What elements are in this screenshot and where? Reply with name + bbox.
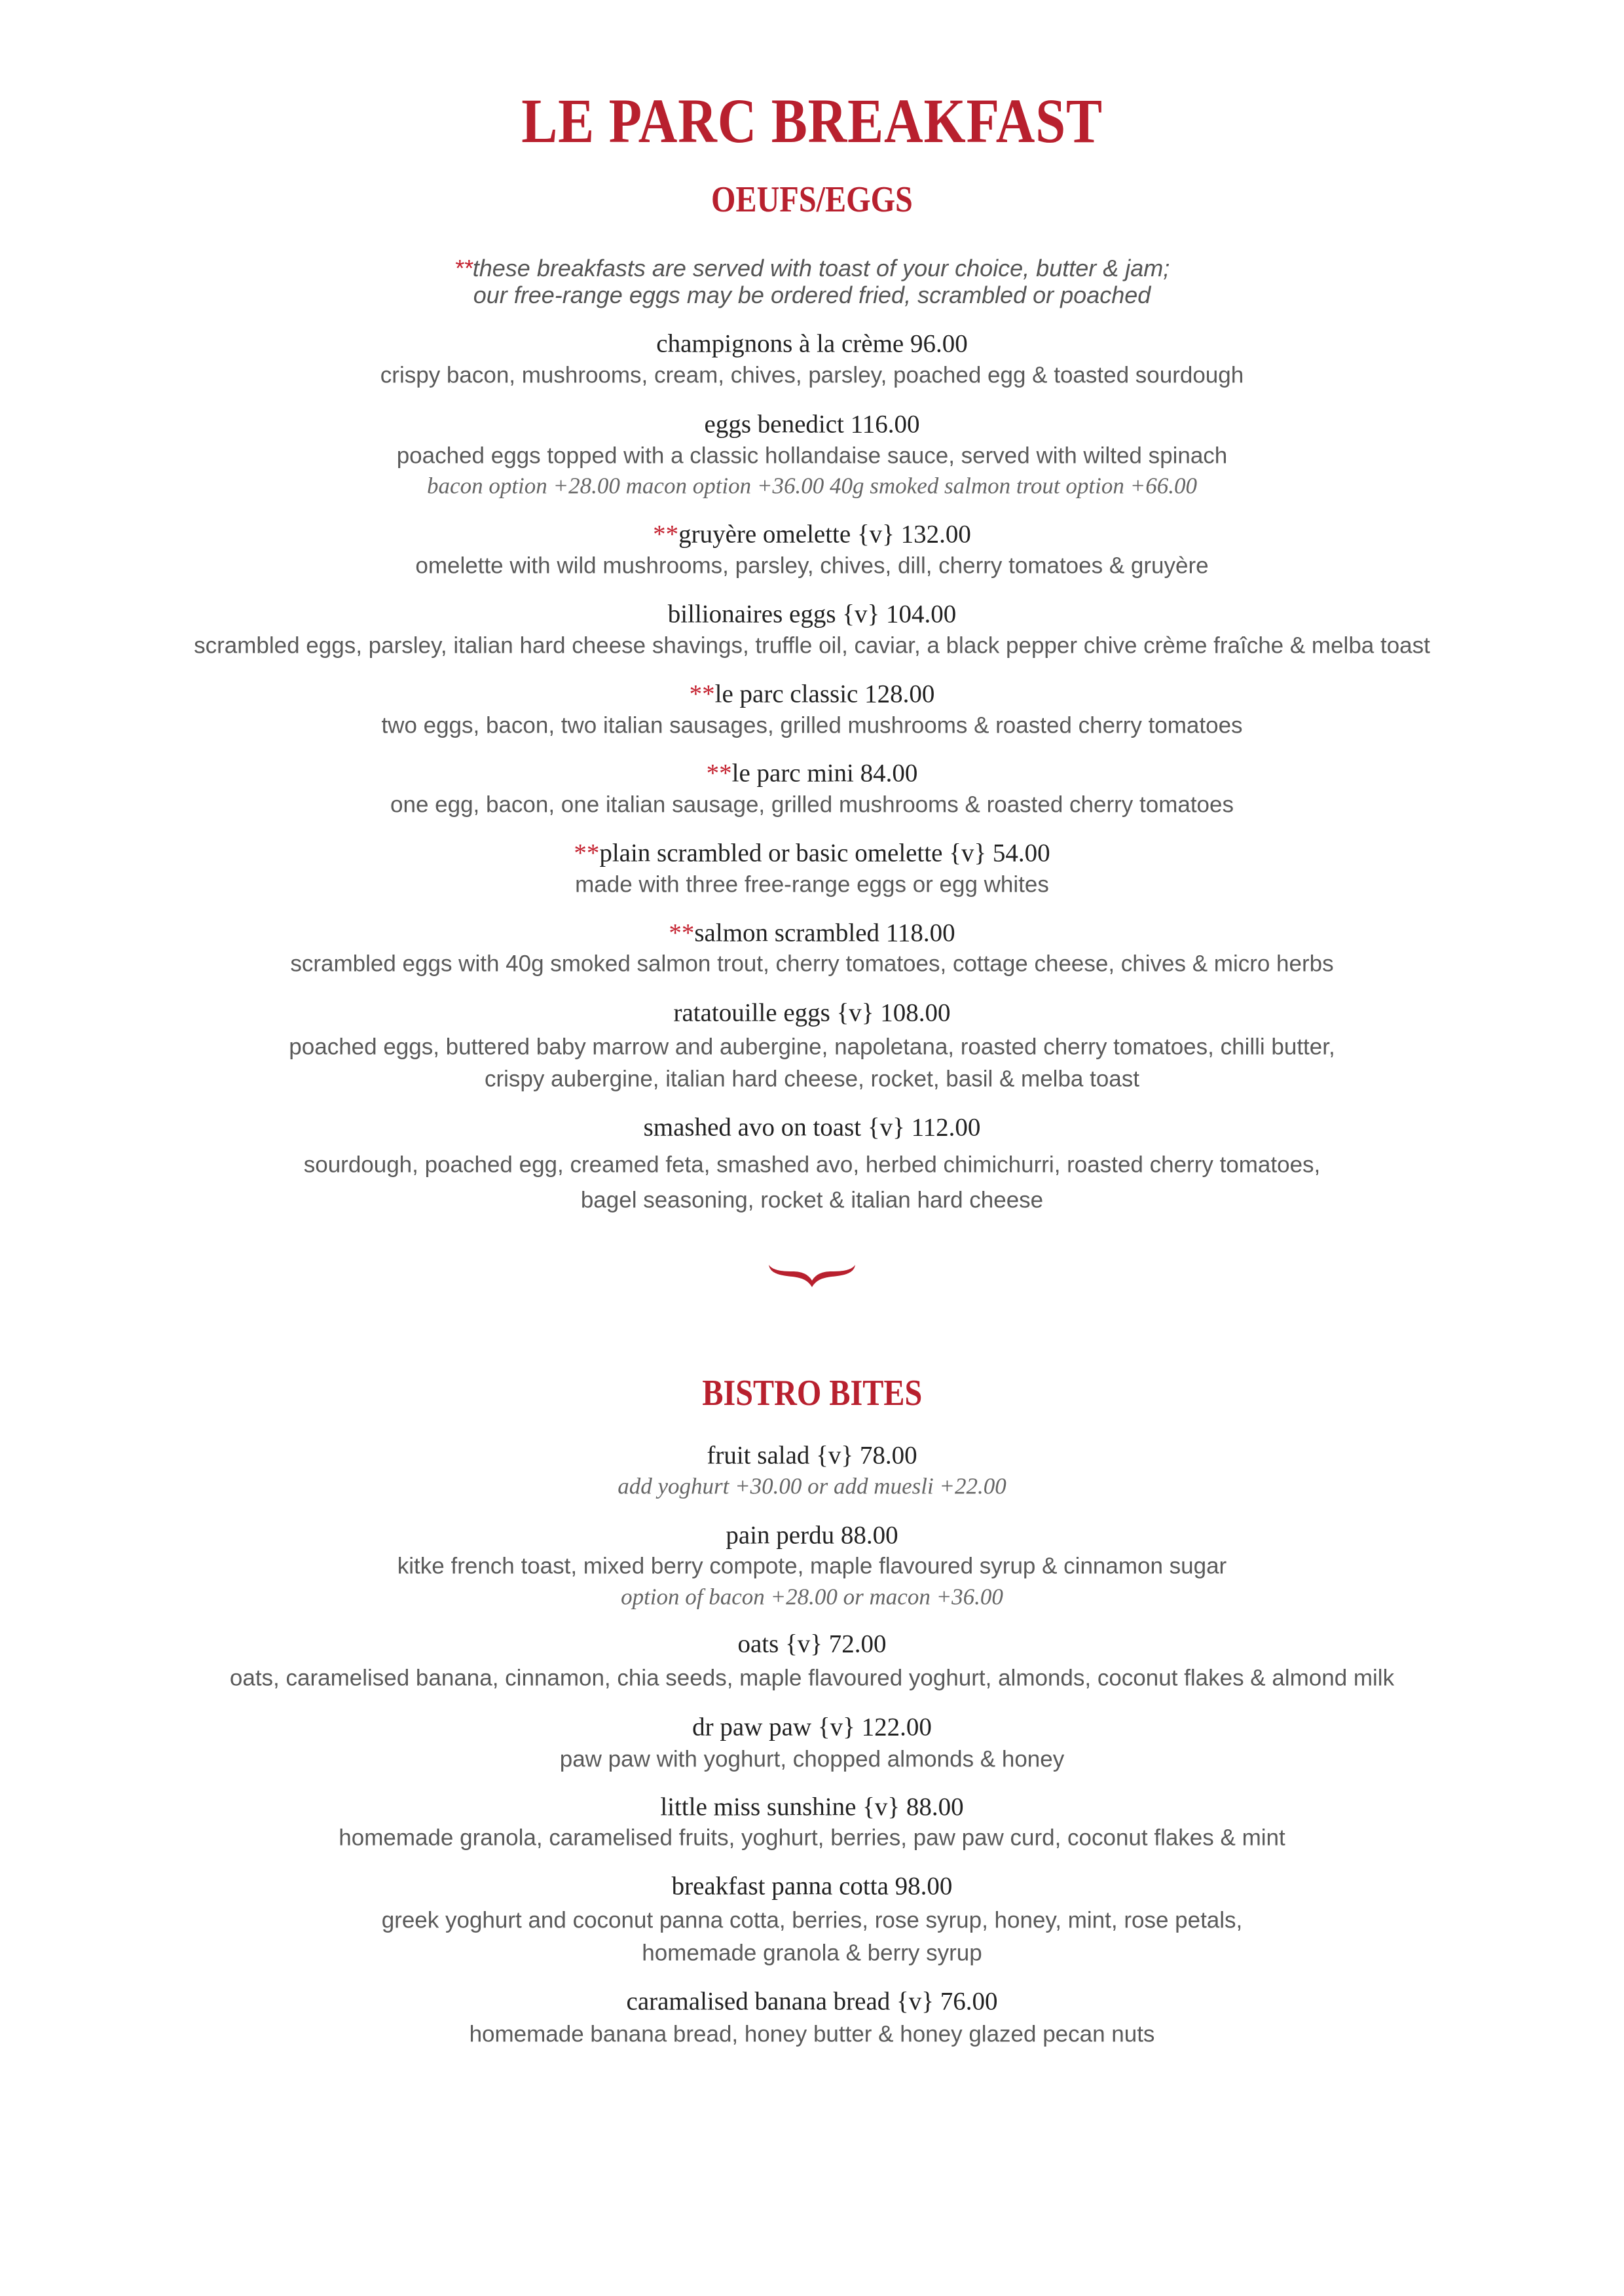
item-price: 112.00 [911,1113,981,1142]
star-marker: ** [669,919,695,947]
item-name: pain perdu [726,1521,835,1550]
item-name: oats [737,1630,779,1658]
item-description: homemade banana bread, honey butter & honey glazed pecan nuts [469,2021,1155,2047]
item-name: fruit salad [707,1441,810,1470]
menu-item-title [0,331,1624,357]
item-description: oats, caramelised banana, cinnamon, chia seeds, maple flavoured yoghurt, almonds, coconut flakes & almond milk [229,1665,1395,1691]
item-price: 104.00 [885,600,957,629]
eggs-note-line-2: our free-range eggs may be ordered fried, scrambled or poached [473,282,1151,308]
item-description: homemade granola, caramelised fruits, yoghurt, berries, paw paw curd, coconut flakes & mint [339,1825,1285,1851]
item-price: 88.00 [906,1793,964,1821]
item-name: dr paw paw [692,1713,812,1741]
item-description: paw paw with yoghurt, chopped almonds & honey [559,1746,1065,1772]
ornament-divider-icon [766,1264,858,1290]
item-description: kitke french toast, mixed berry compote, maple flavoured syrup & cinnamon sugar [397,1553,1227,1579]
item-description: bagel seasoning, rocket & italian hard cheese [580,1187,1044,1213]
menu-item-title [0,841,1624,866]
item-name: plain scrambled or basic omelette [599,839,943,867]
menu-item-title [0,682,1624,707]
item-price: 96.00 [910,329,968,358]
menu-item-title [0,1443,1624,1468]
item-name: ratatouille eggs [673,998,830,1027]
menu-item-title [0,1715,1624,1740]
item-price: 84.00 [860,759,918,788]
vegetarian-tag: {v} [896,1987,934,2016]
vegetarian-tag: {v} [842,600,880,629]
vegetarian-tag: {v} [816,1441,854,1470]
item-description: two eggs, bacon, two italian sausages, grilled mushrooms & roasted cherry tomatoes [381,712,1243,738]
eggs-note-line-1: **these breakfasts are served with toast of your choice, butter & jam; [454,255,1170,282]
item-description: poached eggs topped with a classic hollandaise sauce, served with wilted spinach [396,443,1228,469]
item-price: 116.00 [850,410,920,439]
menu-item-title [0,412,1624,437]
item-description: omelette with wild mushrooms, parsley, chives, dill, cherry tomatoes & gruyère [415,553,1209,579]
item-name: little miss sunshine [660,1793,857,1821]
item-name: smashed avo on toast [643,1113,862,1142]
menu-item-title [0,1989,1624,2014]
item-price: 76.00 [940,1987,998,2016]
star-marker: ** [706,759,732,788]
section-heading-bistro: BISTRO BITES [702,1373,922,1413]
menu-item-title [0,522,1624,547]
item-price: 72.00 [828,1630,887,1658]
item-name: le parc classic [714,680,858,708]
menu-item-title [0,1523,1624,1548]
section-heading-eggs: OEUFS/EGGS [711,179,913,220]
item-description: poached eggs, buttered baby marrow and aubergine, napoletana, roasted cherry tomatoes, chilli butter, [289,1034,1335,1060]
item-description: sourdough, poached egg, creamed feta, smashed avo, herbed chimichurri, roasted cherry tomatoes, [303,1152,1321,1178]
menu-item-title [0,1000,1624,1026]
item-description: crispy bacon, mushrooms, cream, chives, parsley, poached egg & toasted sourdough [380,362,1244,388]
star-marker: ** [574,839,600,867]
item-options: add yoghurt +30.00 or add muesli +22.00 [618,1473,1006,1499]
item-name: gruyère omelette [678,520,851,549]
menu-item-title [0,602,1624,627]
vegetarian-tag: {v} [817,1713,855,1741]
item-description: crispy aubergine, italian hard cheese, rocket, basil & melba toast [485,1066,1139,1092]
menu-item-title [0,1115,1624,1140]
item-price: 108.00 [880,998,951,1027]
menu-item-title [0,1795,1624,1820]
item-name: breakfast panna cotta [671,1872,889,1901]
item-price: 88.00 [840,1521,898,1550]
menu-item-title [0,920,1624,946]
item-name: champignons à la crème [656,329,904,358]
item-description: homemade granola & berry syrup [642,1940,982,1966]
menu-item-title [0,1874,1624,1899]
item-price: 54.00 [992,839,1050,867]
item-name: caramalised banana bread [626,1987,891,2016]
item-price: 98.00 [895,1872,953,1901]
vegetarian-tag: {v} [857,520,895,549]
menu-item-title [0,1631,1624,1657]
menu-item-title [0,761,1624,786]
item-name: eggs benedict [704,410,844,439]
item-description: one egg, bacon, one italian sausage, grilled mushrooms & roasted cherry tomatoes [390,792,1234,818]
vegetarian-tag: {v} [785,1630,823,1658]
item-description: scrambled eggs, parsley, italian hard cheese shavings, truffle oil, caviar, a black pepper chive crème fraîche & melba toast [194,632,1430,659]
item-name: le parc mini [731,759,854,788]
item-name: billionaires eggs [667,600,836,629]
item-price: 132.00 [900,520,971,549]
vegetarian-tag: {v} [836,998,874,1027]
vegetarian-tag: {v} [862,1793,900,1821]
menu-title: LE PARC BREAKFAST [521,86,1103,156]
vegetarian-tag: {v} [867,1113,905,1142]
item-description: made with three free-range eggs or egg whites [575,871,1049,898]
star-marker: ** [689,680,715,708]
item-price: 118.00 [885,919,955,947]
item-price: 128.00 [864,680,935,708]
item-options: option of bacon +28.00 or macon +36.00 [621,1584,1003,1610]
item-options: bacon option +28.00 macon option +36.00 40g smoked salmon trout option +66.00 [427,473,1197,499]
item-price: 122.00 [861,1713,932,1741]
star-marker: ** [454,255,473,282]
item-name: salmon scrambled [694,919,880,947]
item-description: scrambled eggs with 40g smoked salmon trout, cherry tomatoes, cottage cheese, chives & micro herbs [290,951,1334,977]
vegetarian-tag: {v} [949,839,987,867]
item-price: 78.00 [859,1441,917,1470]
item-description: greek yoghurt and coconut panna cotta, berries, rose syrup, honey, mint, rose petals, [381,1907,1243,1933]
star-marker: ** [653,520,679,549]
